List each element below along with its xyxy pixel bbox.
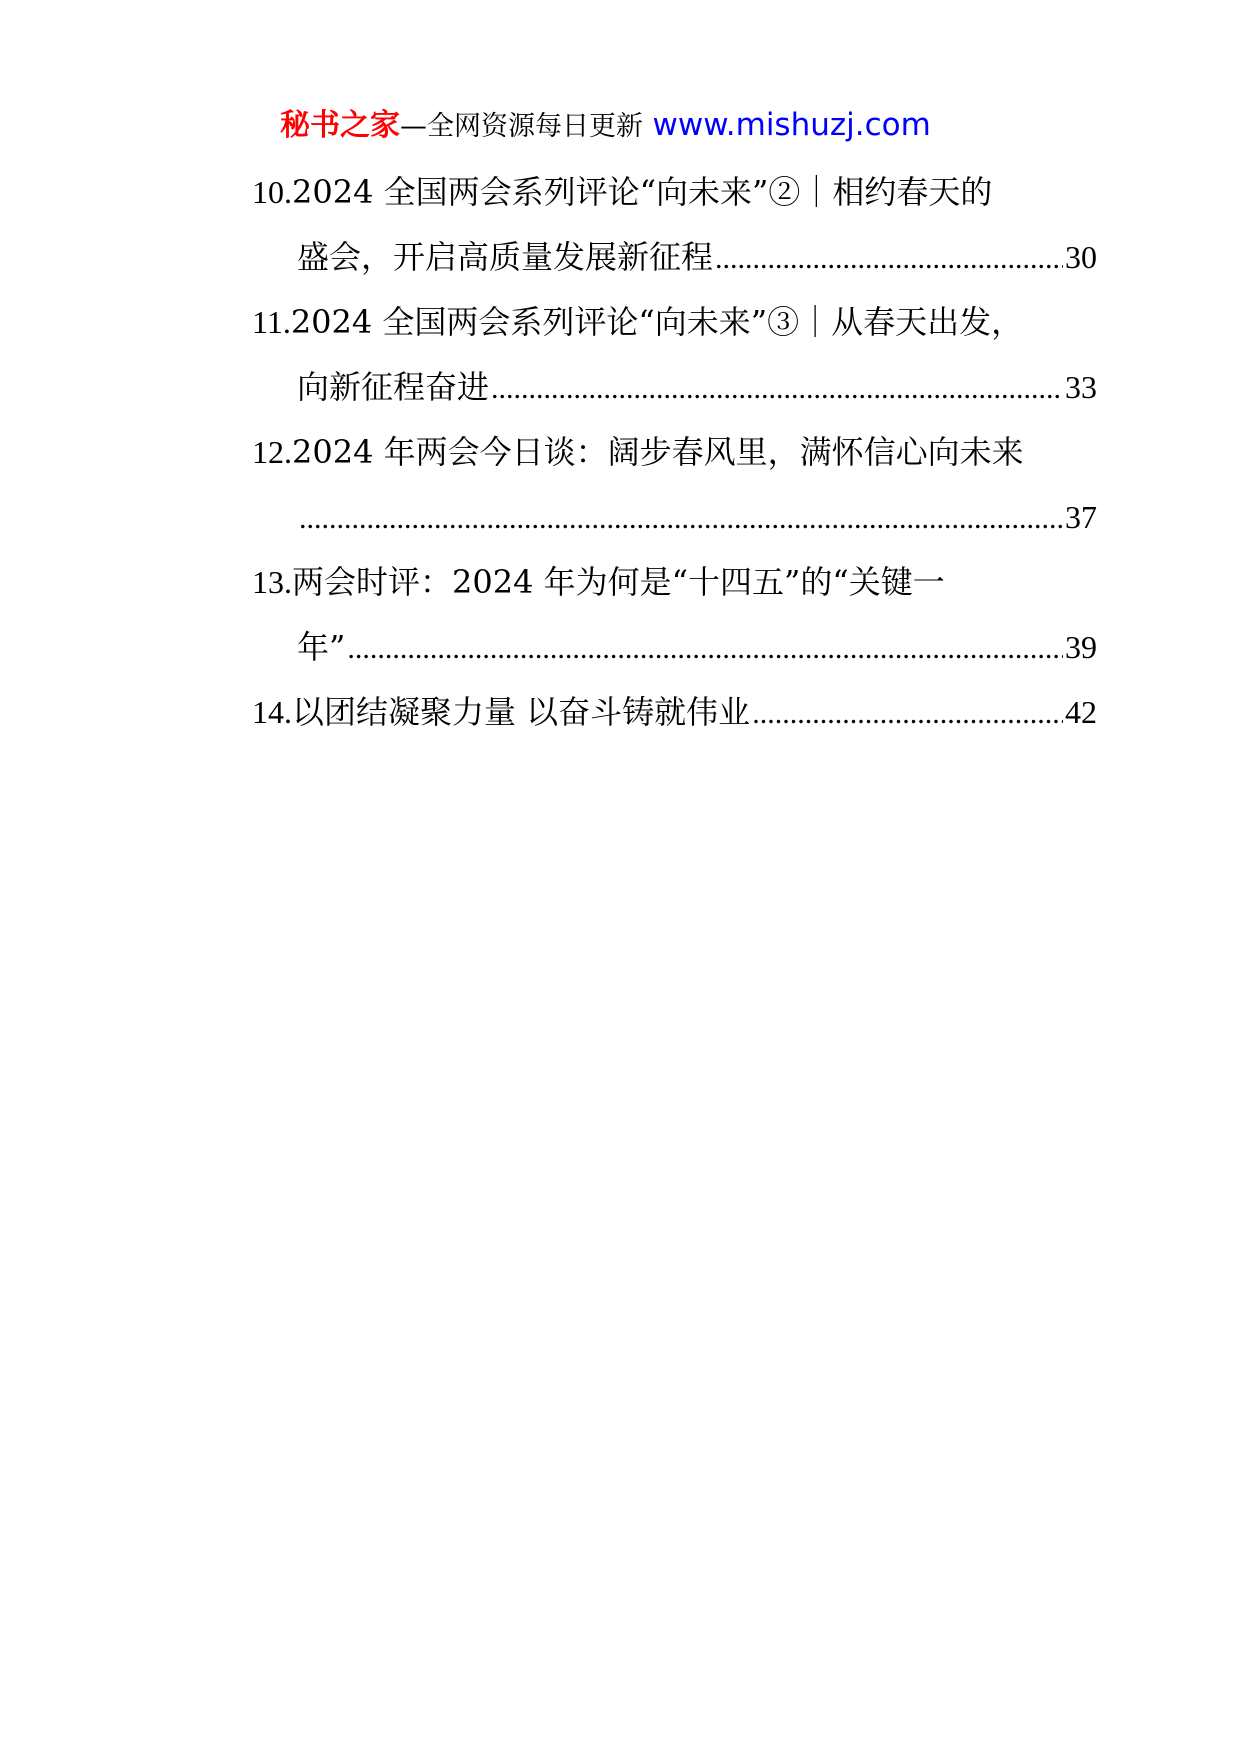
toc-entry-title-continued: 盛会，开启高质量发展新征程 <box>297 238 714 276</box>
toc-entry-12[interactable] <box>252 420 1062 485</box>
toc-page-number: 37 <box>1065 499 1097 535</box>
toc-entry-title: 以团结凝聚力量 以奋斗铸就伟业 <box>292 693 751 731</box>
toc-entry-13[interactable] <box>252 550 1062 615</box>
toc-entry-title-continued: 向新征程奋进 <box>297 368 490 406</box>
table-of-contents <box>252 160 1097 745</box>
dot-leader <box>752 681 1063 746</box>
toc-entry-11[interactable] <box>252 290 1062 355</box>
toc-entry-number: 12. <box>252 434 292 470</box>
toc-entry-number: 11. <box>252 304 291 340</box>
site-url-link[interactable]: www.mishuzj.com <box>652 107 931 143</box>
toc-entry-number: 10. <box>252 174 292 210</box>
toc-entry-title: 2024 年两会今日谈：阔步春风里，满怀信心向未来 <box>292 433 1024 471</box>
toc-entry-title: 2024 全国两会系列评论“向未来”③｜从春天出发， <box>290 303 1024 341</box>
toc-entry-12-continuation[interactable] <box>252 485 1097 550</box>
toc-page-number: 42 <box>1065 694 1097 730</box>
site-brand: 秘书之家 <box>280 108 400 143</box>
toc-entry-title: 两会时评：2024 年为何是“十四五”的“关键一 <box>292 563 945 601</box>
toc-entry-title: 2024 全国两会系列评论“向未来”②｜相约春天的 <box>292 173 993 211</box>
toc-entry-10[interactable] <box>252 160 1062 225</box>
toc-page-number: 39 <box>1065 629 1097 665</box>
toc-page-number: 30 <box>1065 239 1097 275</box>
dot-leader <box>299 486 1063 551</box>
toc-entry-14[interactable] <box>252 680 1097 745</box>
site-header <box>280 103 1000 147</box>
site-tagline: —全网资源每日更新 <box>400 111 643 142</box>
dot-leader <box>491 356 1063 421</box>
dot-leader <box>347 616 1063 681</box>
toc-entry-title-continued: 年” <box>297 628 346 666</box>
dot-leader <box>715 226 1063 291</box>
toc-entry-number: 13. <box>252 564 292 600</box>
toc-entry-13-continuation[interactable] <box>252 615 1097 680</box>
toc-page-number: 33 <box>1065 369 1097 405</box>
toc-entry-11-continuation[interactable] <box>252 355 1097 420</box>
toc-entry-10-continuation[interactable] <box>252 225 1097 290</box>
toc-entry-number: 14. <box>252 694 292 730</box>
